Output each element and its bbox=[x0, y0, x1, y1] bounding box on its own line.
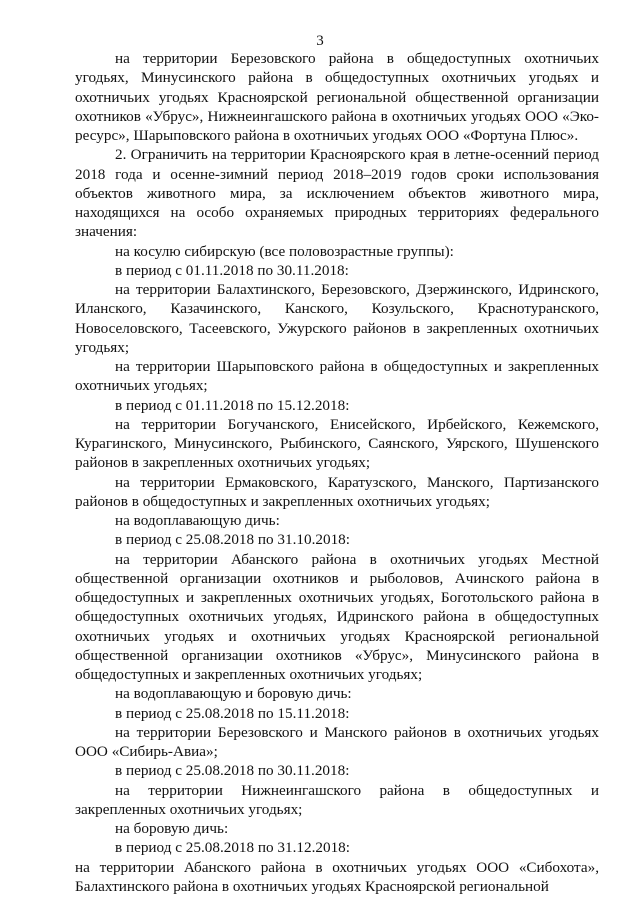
paragraph-period-6: в период с 25.08.2018 по 31.12.2018: bbox=[115, 839, 350, 857]
paragraph-period-2: в период с 01.11.2018 по 15.12.2018: bbox=[115, 396, 350, 414]
paragraph-item-2-restriction: 2. Ограничить на территории Красноярского края в летне-осенний период 2018 года и осенне-зимний период 2018–2019 годов сроки использования объектов животного мира, за исключением объектов животного мира, находящихся на особо охраняемых природных территориях федерального значения: bbox=[75, 146, 599, 241]
paragraph-territory-abansky: на территории Абанского района в охотничьих угодьях ООО «Сибохота», Балахтинского района в охотничьих угодьях Красноярской региональной bbox=[75, 858, 599, 895]
paragraph-waterfowl-upland-heading: на водоплавающую и боровую дичь: bbox=[115, 685, 352, 703]
page-number: 3 bbox=[316, 33, 324, 49]
paragraph-waterfowl-heading: на водоплавающую дичь: bbox=[115, 512, 280, 529]
document-body bbox=[75, 49, 599, 896]
paragraph-period-4: в период с 25.08.2018 по 15.11.2018: bbox=[115, 704, 350, 722]
paragraph-period-3: в период с 25.08.2018 по 31.10.2018: bbox=[115, 531, 350, 549]
paragraph-upland-game-heading: на боровую дичь: bbox=[115, 820, 229, 837]
paragraph-territory-list-3: на территории Ермаковского, Каратузского, Манского, Партизанского районов в общедоступных и закрепленных охотничьих угодьях; bbox=[75, 473, 599, 510]
paragraph-roe-deer-heading: на косулю сибирскую (все половозрастные группы): bbox=[115, 242, 454, 260]
paragraph-territory-list-2: на территории Богучанского, Енисейского, Ирбейского, Кежемского, Курагинского, Минусинского, Рыбинского, Саянского, Уярского, Шушенского районов в закрепленных охотничьих угодьях; bbox=[75, 415, 599, 472]
paragraph-hunting-areas-closing: на территории Березовского района в общедоступных охотничьих угодьях, Минусинского района в общедоступных охотничьих угодьях и охотничьих угодьях Красноярской региональной общественной организации охотников «Убрус», Нижнеингашского района в охотничьих угодьях ООО «Эко-ресурс», Шарыповского района в охотничьих угодьях ООО «Фортуна Плюс». bbox=[75, 50, 599, 144]
paragraph-territory-nizhneingash: на территории Нижнеингашского района в общедоступных и закрепленных охотничьих угодьях; bbox=[75, 781, 599, 818]
paragraph-period-5: в период с 25.08.2018 по 30.11.2018: bbox=[115, 762, 350, 780]
paragraph-period-1: в период с 01.11.2018 по 30.11.2018: bbox=[115, 261, 349, 279]
paragraph-territory-sharypovo: на территории Шарыповского района в общедоступных и закрепленных охотничьих угодьях; bbox=[75, 358, 599, 395]
paragraph-territory-list-4: на территории Абанского района в охотничьих угодьях Местной общественной организации охотников и рыболовов, Ачинского района в общедоступных и закрепленных охотничьих угодьях, Боготольского района в общедоступных охотничьих угодьях, Идринского района в общедоступных охотничьих угодьях и охотничьих угодьях Красноярской региональной общественной организации охотников «Убрус», Минусинского района в общедоступных и закрепленных охотничьих угодьях; bbox=[75, 550, 599, 683]
paragraph-territory-sibir-avia: на территории Березовского и Манского районов в охотничьих угодьях ООО «Сибирь-Авиа»; bbox=[75, 723, 599, 760]
paragraph-territory-list-1: на территории Балахтинского, Березовского, Дзержинского, Идринского, Иланского, Казачинского, Канского, Козульского, Краснотуранского, Новоселовского, Тасеевского, Ужурского районов в закрепленных охотничьих угодьях; bbox=[75, 281, 599, 356]
